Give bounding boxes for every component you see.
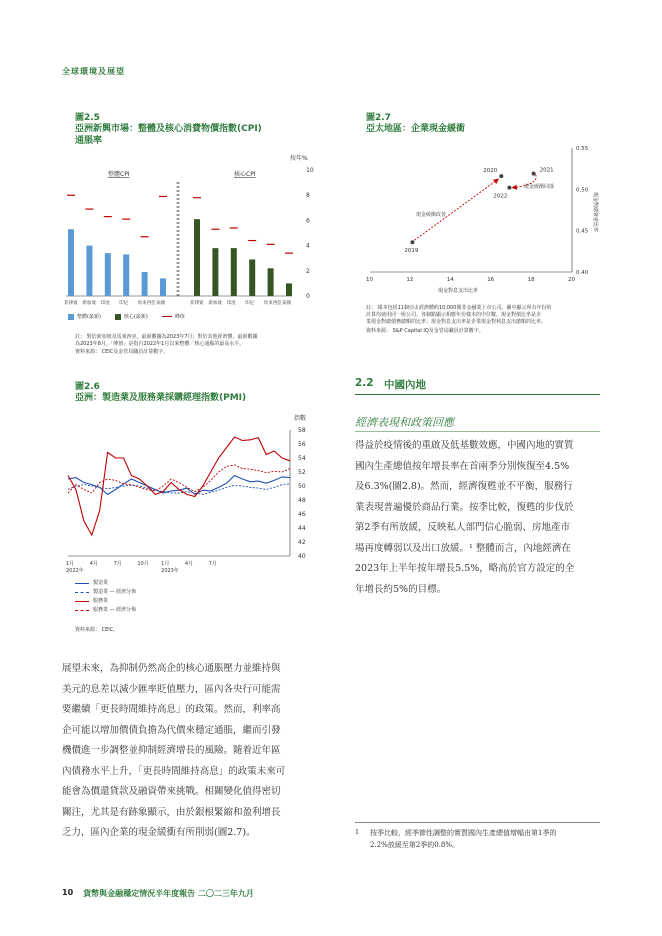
fig26-ytick: 46	[298, 511, 306, 518]
fig25-ytick: 0	[306, 293, 310, 300]
legend-peak	[162, 313, 185, 320]
fig26-lines	[68, 437, 290, 535]
core-bar	[249, 259, 255, 296]
fig25-xtick: 印度	[100, 301, 110, 306]
fig25-title-line2: 通脹率	[75, 136, 103, 146]
fig26-ytick: 52	[298, 469, 306, 476]
fig27-source: 資料來源： S&P Capital IQ及金管局職員計算數字。	[366, 328, 484, 334]
fig25-ytick: 6	[306, 217, 310, 225]
fig27-xlabel: 現金對息支出比率	[438, 288, 479, 294]
fig27-point	[532, 172, 536, 176]
fig27-point-label: 2021	[539, 167, 554, 174]
fig25-xtick: 菲律賓	[64, 301, 78, 306]
fig26-ytick: 40	[298, 553, 306, 560]
fig25-xtick: 菲律賓	[190, 301, 204, 306]
fig27-point	[499, 174, 503, 178]
fig26-title: 亞洲：製造業及服務業採購經理指數(PMI)	[75, 393, 247, 403]
fig26-xtick: 4月	[89, 561, 98, 567]
fig26-legend	[75, 579, 136, 615]
legend-core-swatch	[115, 314, 121, 320]
legend-peak-label: 峰值	[174, 314, 185, 320]
fig26-legend-mfg: 製造業	[75, 579, 136, 588]
fig27-point-label: 2019	[404, 248, 419, 255]
fig27-ylabel: 現金對總資產比率	[592, 192, 598, 233]
fig25-note-2: 為2023年8月。「峰值」是指自2022年1月以來整體／核心通脹的最高水平。	[75, 341, 245, 347]
fig26-xtick: 7月	[113, 561, 122, 567]
fig25-note-1: 註： 對於新加坡及馬來西亞，最新數據為2023年7月；對於其他經濟體，最新數據	[75, 334, 258, 340]
fig26-ytick: 48	[298, 497, 306, 504]
fig27-points	[404, 168, 553, 255]
section-title: 中國內地	[384, 379, 426, 391]
fig27-ytick: 0.40	[576, 270, 589, 276]
fig25-group-right: 核心CPI	[234, 171, 256, 178]
headline-bar	[86, 246, 92, 296]
headline-bar	[123, 254, 129, 296]
core-bar	[286, 283, 292, 296]
fig27-point-label: 2020	[483, 168, 498, 175]
fig27-xtick: 10	[366, 277, 373, 283]
section-number: 2.2	[355, 377, 374, 389]
fig27-arrow-up	[414, 179, 498, 240]
fig27-note-1: 註： 樣本包括11個亞太經濟體約10,000間非金融業上市公司。圖中顯示所有年份的	[366, 305, 552, 311]
fig25-xtick: 新加坡	[208, 301, 222, 306]
fig26-xtick: 1月	[66, 561, 75, 567]
fig25-label: 圖2.5	[75, 113, 100, 123]
fig25-y-axis	[306, 167, 314, 300]
fig27-note-3: 業現金對總債務總額的比率；現金對息支出率是企業現金對利息支出總額的比率。	[366, 319, 547, 325]
fig25-xtick: 泰國	[282, 301, 291, 306]
running-header: 全球環境及展望	[62, 67, 125, 76]
left-paragraph: 展望未來，為抑制仍然高企的核心通脹壓力並維持與 美元的息差以減少匯率貶值壓力，區內各央行可能需 要繼續「更長時間維持高息」的政策。然而，利率高 企可能以增加價債負擔為代價來穩定通脹，繼而引發 機價進一步調整並抑制經濟增長的風險。隨着近年區 內債務水平上升，「更長時間維持高息」的政策未來可 能會為價還貸款及融資帶來挑戰。相關變化值得密切 關注，尤其是有跡象顯示，由於銀根緊縮和盈利增長 乏力，區內企業的現金緩衝有所削弱(圖2.7)。	[62, 663, 286, 838]
page-footer	[62, 888, 254, 899]
fig26-xyear: 2023年	[161, 568, 179, 574]
fig25-chart	[62, 150, 320, 320]
fig27-annot-bad: 現金緩衝回落	[524, 184, 555, 190]
fig26-ytick: 54	[298, 455, 306, 462]
headline-bar	[68, 229, 74, 296]
fig25-xtick: 印尼	[119, 301, 129, 306]
fig26-x-labels	[66, 560, 217, 574]
page-number: 10	[62, 888, 74, 897]
fig26-label: 圖2.6	[75, 382, 100, 392]
fig26-xtick: 1月	[161, 561, 170, 567]
section-rule	[355, 394, 600, 395]
fig26-legend-mfg-dist: 製造業 — 經濟分佈	[75, 588, 136, 597]
legend-headline	[68, 313, 101, 320]
fig25-bars	[67, 195, 293, 296]
fig25-ytick: 4	[306, 242, 310, 250]
fig27-ytick: 0.55	[576, 146, 589, 152]
fig26-ytick: 50	[298, 483, 306, 490]
fig26-ytick: 56	[298, 441, 306, 448]
fig27-point	[507, 186, 511, 190]
fig27-xtick: 12	[406, 277, 414, 283]
legend-peak-swatch	[162, 316, 172, 318]
legend-headline-label: 整體(最新)	[77, 314, 101, 320]
fig26-ytick: 42	[298, 539, 306, 546]
headline-bar	[142, 272, 148, 296]
footnote-text: 按季比較，經季節性調整的實質國內生產總值增幅由第1季的 2.2%放緩至第2季的0.8%。	[370, 829, 557, 849]
fig27-ytick: 0.45	[576, 228, 589, 235]
headline-bar	[105, 253, 111, 296]
fig27-axes	[366, 146, 589, 283]
fig26-ytick: 58	[298, 427, 306, 434]
fig25-title: 亞洲新興市場：整體及核心消費物價指數(CPI)	[75, 124, 262, 134]
fig25-x-labels	[64, 299, 291, 306]
fig27-note-2: 計算均使用同一組公司。各個點顯示相應年份樣本的中位數。現金對債比率是企	[366, 312, 542, 318]
fig27-label: 圖2.7	[366, 113, 391, 123]
fig25-source: 資料來源： CEIC及金管局職員計算數字。	[75, 349, 169, 355]
fig26-unit: 指數	[294, 415, 307, 422]
fig27-annot-good: 現金緩衝改善	[416, 212, 447, 218]
fig25-unit: 按年%	[290, 155, 308, 162]
core-bar	[231, 248, 237, 296]
fig26-xtick: 10月	[137, 561, 149, 567]
fig25-xtick: 新加坡	[82, 301, 96, 306]
headline-bar	[160, 278, 166, 296]
fig25-ytick: 2	[306, 267, 310, 275]
fig26-series-line	[68, 437, 290, 535]
legend-headline-swatch	[68, 314, 74, 320]
fig25-legend	[68, 313, 185, 320]
fig26-legend-svc: 服務業	[75, 597, 136, 606]
fig27-chart	[350, 140, 610, 300]
fig27-title: 亞太地區：企業現金緩衝	[366, 124, 466, 134]
fig27-xtick: 14	[446, 277, 454, 283]
fig27-ytick: 0.50	[576, 187, 589, 194]
fig27-xtick: 16	[487, 277, 495, 283]
fig26-chart	[62, 410, 320, 580]
core-bar	[194, 219, 200, 296]
core-bar	[212, 248, 218, 296]
fig27-point-label: 2022	[493, 193, 508, 200]
subsection-title: 經濟表現和政策回應	[355, 416, 454, 429]
fig27-point	[410, 240, 414, 244]
fig26-xtick: 4月	[184, 561, 194, 567]
fig25-ytick: 8	[306, 192, 310, 200]
fig25-xtick: 印尼	[245, 301, 255, 306]
fig26-axes	[68, 427, 306, 560]
fig25-group-left: 整體CPI	[108, 171, 130, 178]
footer-text: 貨幣與金融穩定情況半年度報告 二〇二三年九月	[83, 889, 254, 898]
fig26-ytick: 44	[298, 525, 306, 532]
footnote-number: 1	[355, 828, 360, 836]
footnote-rule	[355, 822, 600, 823]
fig27-xtick: 18	[527, 277, 535, 283]
fig25-xtick: 印度	[226, 301, 236, 306]
section-paragraph: 得益於疫情後的重啟及低基數效應，中國內地的實質 國內生產總值按年增長率在首兩季分別恢復至4.5% 及6.3%(圖2.8)。然而，經濟復甦並不平衡，服務行 業表現普遍優於商品行業。按季比較，復甦的步伐於 第2季有所放緩，反映私人部門信心脆弱、房地產市 場再度轉弱以及出口放緩。¹ 整體而言，內地經濟在 2023年上半年按年增長5.5%，略高於官方設定的全 年增長約5%的目標。	[355, 440, 575, 595]
fig25-xtick: 馬來西亞	[263, 301, 282, 306]
subsection-rule	[355, 431, 600, 432]
fig25-ytick: 10	[306, 167, 314, 174]
legend-core-label: 核心(最新)	[123, 314, 148, 320]
fig25-xtick: 馬來西亞	[137, 301, 156, 306]
fig26-xyear: 2022年	[66, 568, 84, 574]
legend-core	[115, 313, 148, 320]
fig26-legend-svc-dist: 服務業 — 經濟分佈	[75, 606, 136, 615]
fig26-series-line	[68, 476, 290, 495]
fig27-xtick: 20	[568, 277, 575, 283]
core-bar	[268, 268, 274, 296]
fig25-xtick: 泰國	[156, 301, 165, 306]
fig26-xtick: 7月	[208, 561, 217, 567]
fig26-source: 資料來源： CEIC。	[75, 627, 119, 633]
